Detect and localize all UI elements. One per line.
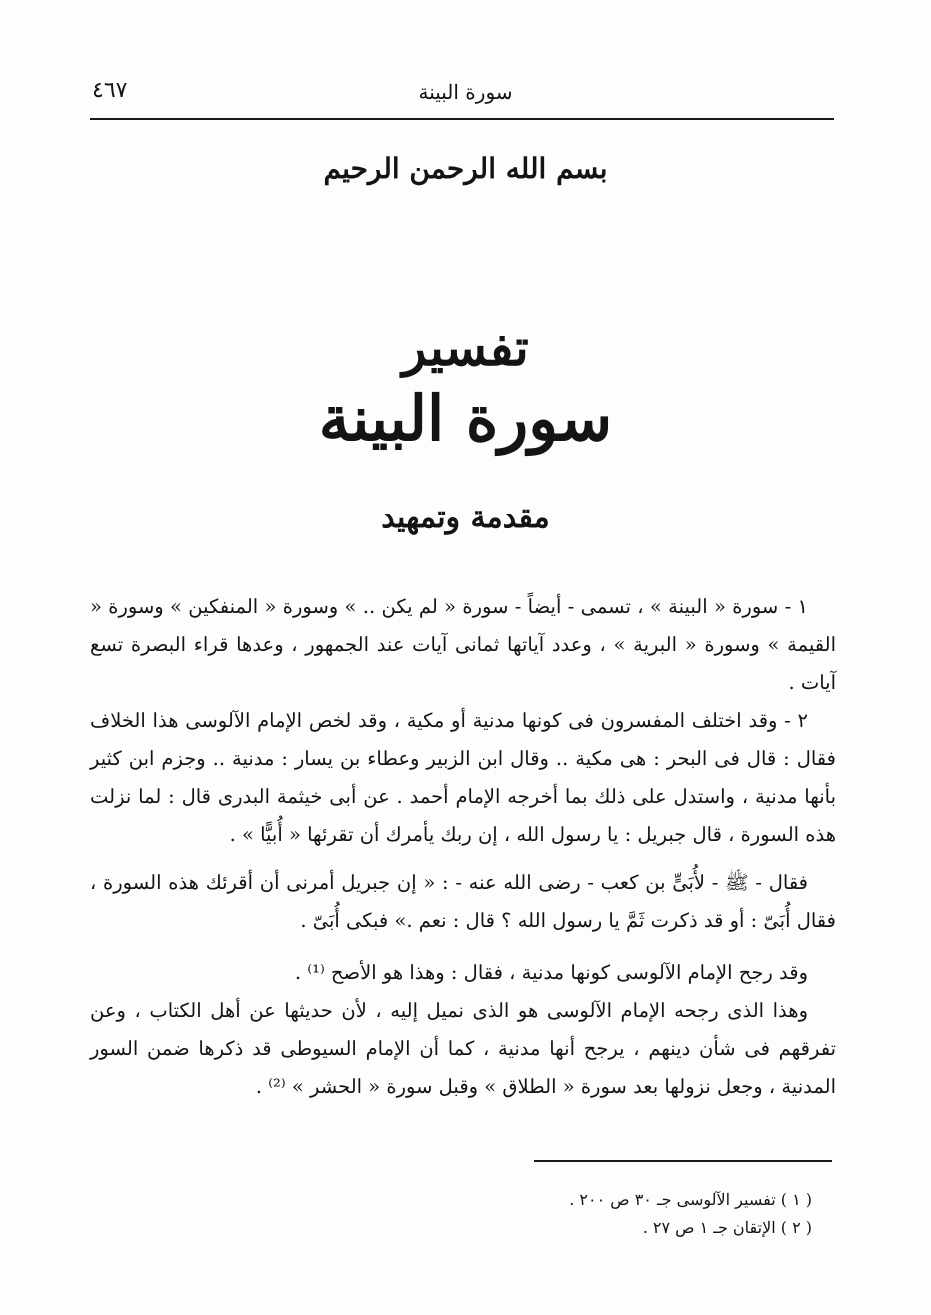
footnote-divider [534,1160,832,1162]
body-text [90,588,836,1106]
paragraph-2: ٢ - وقد اختلف المفسرون فى كونها مدنية أو مكية ، وقد لخص الإمام الآلوسى هذا الخلاف فقال : قال فى البحر : هى مكية .. وقال ابن الزبير وعطاء بن يسار : مدنية .. وجزم ابن كثير بأنها مدنية ، واستدل على ذلك بما أخرجه الإمام أحمد . عن أبى خيثمة البدرى قال : لما نزلت هذه السورة ، قال جبريل : يا رسول الله ، إن ربك يأمرك أن تقرئها « أُبيًّا » . [90,709,836,846]
paragraph-1: ١ - سورة « البينة » ، تسمى - أيضاً - سورة « لم يكن .. » وسورة « المنفكين » وسورة « القيمة » وسورة « البرية » ، وعدد آياتها ثمانى آيات عند الجمهور ، وعدها قراء البصرة تسع آيات . [90,595,836,694]
paragraph-5: وهذا الذى رجحه الإمام الآلوسى هو الذى نميل إليه ، لأن حديثها عن أهل الكتاب ، وعن تفرقهم فى شأن دينهم ، يرجح أنها مدنية ، كما أن الإمام السيوطى قد ذكرها ضمن السور المدنية ، وجعل نزولها بعد سورة « الطلاق » وقبل سورة « الحشر » ⁽²⁾ . [90,999,836,1098]
title-line-1: تفسير [402,318,529,377]
running-title: سورة البينة [418,80,513,104]
title-line-2: سورة البينة [318,382,613,455]
footnote-1: ( ١ ) تفسير الآلوسى جـ ٣٠ ص ٢٠٠ . [569,1190,812,1209]
footnote-2: ( ٢ ) الإتقان جـ ١ ص ٢٧ . [642,1218,812,1237]
section-subtitle: مقدمة وتمهيد [381,500,550,535]
basmala: بسم الله الرحمن الرحيم [323,152,608,185]
page-number: ٤٦٧ [92,78,128,103]
header-divider [90,118,834,120]
paragraph-3: فقال - ﷺ - لأُبَىٍّ بن كعب - رضى الله عنه - : « إن جبريل أمرنى أن أقرئك هذه السورة ، فقال أُبَىّ : أو قد ذكرت ثَمَّ يا رسول الله ؟ قال : نعم .» فبكى أُبَىّ . [90,871,836,932]
paragraph-4: وقد رجح الإمام الآلوسى كونها مدنية ، فقال : وهذا هو الأصح ⁽¹⁾ . [294,961,808,984]
footnotes [90,1186,812,1242]
